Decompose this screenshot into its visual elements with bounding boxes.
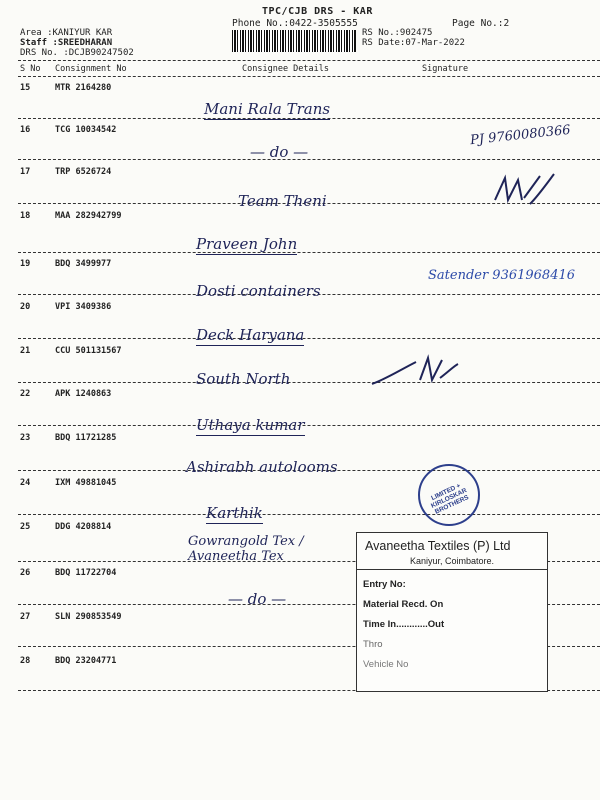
- stamp-field-thro: Thro: [363, 639, 383, 650]
- rs-date: RS Date:07-Mar-2022: [362, 38, 465, 48]
- col-header-sno: S No: [20, 64, 41, 74]
- row-divider: [18, 338, 600, 339]
- row-sno: 25: [20, 522, 31, 532]
- row-divider: [18, 425, 600, 426]
- stamp-field-entry: Entry No:: [363, 579, 406, 590]
- drs-number: DRS No. :DCJB90247502: [20, 48, 134, 58]
- rs-number: RS No.:902475: [362, 28, 433, 38]
- row-divider: [18, 252, 600, 253]
- row-sno: 19: [20, 259, 31, 269]
- row-sno: 15: [20, 83, 31, 93]
- row-consignment: MAA 282942799: [55, 211, 122, 221]
- header-divider-top: [18, 60, 600, 61]
- document-title: TPC/CJB DRS - KAR: [262, 6, 373, 17]
- page-number: Page No.:2: [452, 18, 510, 29]
- consignee-handwriting: Uthaya kumar: [196, 416, 305, 434]
- row-sno: 28: [20, 656, 31, 666]
- row-divider: [18, 382, 600, 383]
- row-consignment: BDQ 11722704: [55, 568, 117, 578]
- row-consignment: CCU 501131567: [55, 346, 122, 356]
- signature-scribble: [490, 170, 560, 215]
- stamp-field-material: Material Recd. On: [363, 599, 444, 610]
- barcode: [232, 30, 356, 52]
- signature-scribble: [370, 350, 460, 390]
- row-sno: 21: [20, 346, 31, 356]
- consignee-handwriting: Ashirabh autolooms: [186, 458, 338, 476]
- area-label: Area :KANIYUR KAR: [20, 28, 113, 38]
- row-divider: [18, 159, 600, 160]
- stamp-field-time: Time In............Out: [363, 619, 445, 630]
- round-company-seal: [418, 464, 480, 526]
- consignee-handwriting: — do —: [228, 590, 287, 608]
- receipt-stamp: [356, 532, 548, 692]
- stamp-field-vehicle: Vehicle No: [363, 659, 409, 670]
- consignee-handwriting: Karthik: [206, 504, 263, 522]
- row-sno: 16: [20, 125, 31, 135]
- consignee-handwriting: Gowrangold Tex / Avaneetha Tex: [188, 534, 304, 564]
- phone-number: Phone No.:0422-3505555: [232, 18, 358, 29]
- consignee-handwriting: Mani Rala Trans: [204, 100, 331, 118]
- signature-handwriting: Satender 9361968416: [428, 268, 576, 283]
- row-sno: 17: [20, 167, 31, 177]
- row-consignment: TRP 6526724: [55, 167, 112, 177]
- row-consignment: BDQ 23204771: [55, 656, 117, 666]
- row-consignment: MTR 2164280: [55, 83, 112, 93]
- row-sno: 23: [20, 433, 31, 443]
- row-consignment: SLN 290853549: [55, 612, 122, 622]
- row-sno: 20: [20, 302, 31, 312]
- row-consignment: BDQ 11721285: [55, 433, 117, 443]
- row-sno: 26: [20, 568, 31, 578]
- row-consignment: BDQ 3499977: [55, 259, 112, 269]
- consignee-handwriting: Deck Haryana: [196, 326, 305, 344]
- row-sno: 22: [20, 389, 31, 399]
- row-consignment: TCG 10034542: [55, 125, 117, 135]
- row-sno: 27: [20, 612, 31, 622]
- seal-text: LIMITED + KIRLOSKAR BROTHERS: [430, 482, 470, 516]
- col-header-consignee: Consignee Details: [242, 64, 329, 74]
- col-header-consignment: Consignment No: [55, 64, 127, 74]
- consignee-handwriting: — do —: [250, 143, 309, 161]
- stamp-company-name: Avaneetha Textiles (P) Ltd: [365, 539, 511, 553]
- stamp-location: Kaniyur, Coimbatore.: [409, 556, 495, 566]
- signature-handwriting: PJ 9760080366: [469, 122, 572, 149]
- row-consignment: IXM 49881045: [55, 478, 117, 488]
- consignee-handwriting: Praveen John: [196, 235, 298, 253]
- row-sno: 18: [20, 211, 31, 221]
- row-consignment: VPI 3409386: [55, 302, 112, 312]
- row-divider: [18, 514, 600, 515]
- row-consignment: APK 1240863: [55, 389, 112, 399]
- col-header-signature: Signature: [422, 64, 469, 74]
- consignee-handwriting: Team Theni: [238, 192, 327, 210]
- header-divider-bottom: [18, 76, 600, 77]
- staff-label: Staff :SREEDHARAN: [20, 38, 113, 48]
- row-consignment: DDG 4208814: [55, 522, 112, 532]
- consignee-handwriting: South North: [196, 370, 291, 388]
- consignee-handwriting: Dosti containers: [196, 282, 321, 300]
- stamp-divider: [357, 569, 547, 570]
- row-sno: 24: [20, 478, 31, 488]
